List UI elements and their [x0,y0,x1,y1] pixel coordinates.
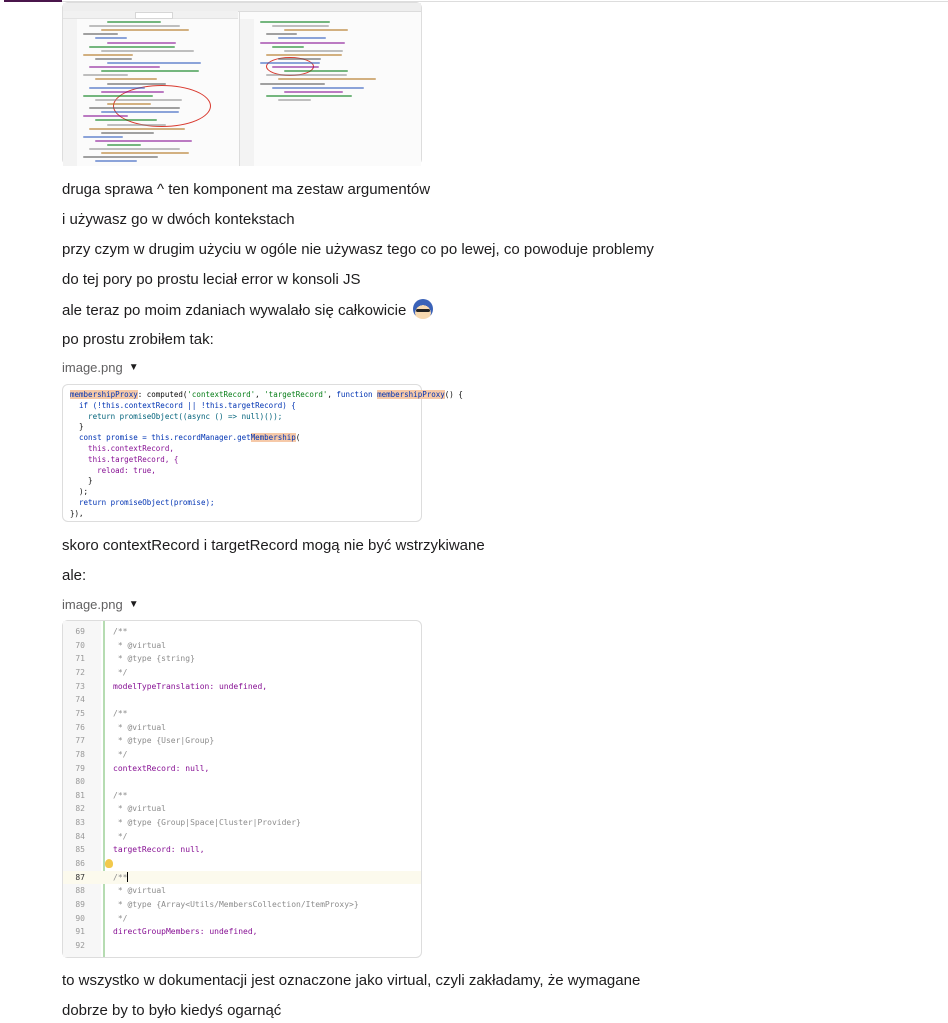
message-line: przy czym w drugim użyciu w ogóle nie używasz tego co po lewej, co powoduje problemy [62,241,654,258]
code-line-placeholder [83,74,128,76]
code-line-placeholder [266,33,297,35]
code-token: , [255,390,265,399]
ide-screenshot-image[interactable] [62,2,422,165]
line-number: 73 [75,681,85,691]
code-text: * @virtual [113,804,166,814]
line-number: 90 [75,913,85,923]
code-line [63,802,421,816]
code-line-placeholder [284,50,343,52]
code-line-placeholder [278,99,311,101]
code-token: membershipProxy [70,390,138,399]
code-token: , [327,390,337,399]
line-number: 91 [75,927,85,937]
code-line-placeholder [272,66,319,68]
code-line-placeholder [107,42,176,44]
code-line [63,748,421,762]
caret-down-icon[interactable]: ▼ [128,599,139,610]
attachment-filename[interactable]: image.png [62,360,123,375]
code-text: modelTypeTranslation: undefined, [113,681,268,691]
code-line-placeholder [278,37,326,39]
code-token: function [336,390,378,399]
line-number: 80 [75,777,85,787]
code-line-placeholder [83,115,128,117]
code-line-placeholder [101,152,189,154]
code-token: const promise = this.recordManager.get [70,433,251,443]
ide-right-gutter [240,19,254,166]
code-line-placeholder [107,83,166,85]
code-line: this.targetRecord, { [70,454,179,464]
code-line-placeholder [260,83,325,85]
code-line-placeholder [95,160,137,162]
code-text: /** [113,872,128,882]
message-line: dobrze by to było kiedyś ogarnąć [62,1002,282,1019]
code-line-placeholder [272,46,304,48]
line-number: 83 [75,818,85,828]
code-line-placeholder [89,128,185,130]
message-line: to wszystko w dokumentacji jest oznaczone jako virtual, czyli zakładamy, że wymagane [62,972,641,989]
code-line [63,707,421,721]
code-line-placeholder [107,144,141,146]
code-line-placeholder [266,95,352,97]
code-screenshot-image[interactable] [62,384,463,522]
code-line-placeholder [101,132,154,134]
line-number: 74 [75,695,85,705]
code-line [63,775,421,789]
line-number: 85 [75,845,85,855]
message-line: i używasz go w dwóch kontekstach [62,211,295,228]
code-line-placeholder [95,37,127,39]
code-line-placeholder [83,54,133,56]
code-line-placeholder [89,87,145,89]
code-text: directGroupMembers: undefined, [113,927,258,937]
code-token: membershipProxy [377,390,445,399]
line-number: 75 [75,708,85,718]
code-line: reload: true, [70,465,156,475]
code-token: Membership [250,433,296,443]
code-line-placeholder [278,78,376,80]
message-line: do tej pory po prostu leciał error w konsoli JS [62,271,361,288]
code-text: */ [113,667,128,677]
code-line-placeholder [95,78,157,80]
code-token: 'targetRecord' [264,390,328,399]
code-line [63,816,421,830]
caret-down-icon[interactable]: ▼ [128,362,139,373]
code-line-placeholder [101,70,199,72]
code-line [63,652,421,666]
line-number: 89 [75,900,85,909]
attachment-header[interactable] [62,360,139,375]
code-line-placeholder [260,62,320,64]
code-line-placeholder [89,107,180,109]
line-number: 78 [75,749,85,759]
code-line-placeholder [107,62,201,64]
code-line-placeholder [107,124,166,126]
attachment-filename[interactable]: image.png [62,597,123,612]
message-line-with-emoji [62,299,433,322]
code-text: */ [113,913,128,923]
code-text: * @type {string} [113,654,195,664]
code-line-placeholder [83,156,158,158]
code-line-placeholder [95,99,182,101]
code-line [63,693,421,707]
code-line-placeholder [266,54,342,56]
code-line-placeholder [278,58,321,60]
code-line-placeholder [101,111,179,113]
code-line [63,639,421,653]
message-line: druga sprawa ^ ten komponent ma zestaw argumentów [62,181,431,198]
code-text: */ [113,831,128,841]
line-number: 81 [75,790,85,800]
code-line-placeholder [89,46,175,48]
code-line [63,830,421,844]
code-line-placeholder [101,91,164,93]
code-line-placeholder [284,70,348,72]
code-line-placeholder [89,25,180,27]
code-line-placeholder [284,91,343,93]
code-line-placeholder [260,42,345,44]
code-text: /** [113,708,128,718]
line-number: 92 [75,940,85,950]
code-text: * @type {Group|Space|Cluster|Provider} [113,818,301,828]
code-text: * @virtual [113,640,166,650]
code-line: } [70,476,93,486]
code-line: ); [70,487,89,497]
code-line [63,680,421,694]
code-line-placeholder [89,148,180,150]
code-line [63,939,421,953]
code-line-placeholder [89,66,160,68]
code-line: return promiseObject(promise); [70,497,215,507]
code-text: contextRecord: null, [113,763,210,773]
code-line-placeholder [260,21,330,23]
code-text: * @type {User|Group} [113,736,215,746]
code-line [63,912,421,926]
line-number: 71 [75,654,85,664]
code-token: () { [444,390,463,399]
police-officer-emoji-icon [413,299,433,319]
code-token: 'contextRecord' [187,390,256,399]
code-line-placeholder [107,103,151,105]
code-line [63,789,421,803]
code-text: targetRecord: null, [113,845,205,855]
line-number: 76 [75,722,85,732]
code-text: */ [113,749,128,759]
code-line-placeholder [95,140,192,142]
code-line [63,857,421,871]
code-line [63,666,421,680]
code-line-placeholder [101,29,189,31]
code-line [63,734,421,748]
line-number: 88 [75,886,85,896]
ide-left-gutter [63,19,77,166]
code-line [63,721,421,735]
code-text: * @type {Array<Utils/MembersCollection/ItemProxy>} [113,900,359,909]
message-line: ale: [62,567,87,584]
code-snippet-membership-proxy [63,385,463,525]
code-line [63,884,421,898]
message-line: po prostu zrobiłem tak: [62,331,214,348]
code-line-placeholder [83,136,123,138]
message-line: skoro contextRecord i targetRecord mogą nie być wstrzykiwane [62,537,485,554]
code-line-placeholder [83,95,153,97]
code-snippet-virtual-properties [63,621,421,957]
code-line: return promiseObject((async () => null)()); [70,411,283,421]
text-cursor [127,872,128,882]
code-text: /** [113,627,128,636]
code-line [63,625,421,639]
attachment-header[interactable] [62,597,139,612]
ide-screenshot-content [63,3,421,166]
code-line [63,898,421,912]
line-number: 79 [75,763,85,773]
line-number: 84 [75,831,85,841]
code-line-placeholder [272,87,364,89]
line-number: 69 [75,627,85,636]
message-text: ale teraz po moim zdaniach wywalało się całkowicie [62,302,407,319]
code-line-placeholder [272,25,329,27]
line-number: 77 [75,736,85,746]
code-text: * @virtual [113,722,166,732]
code-line [63,871,421,885]
code-line [63,843,421,857]
code-text: * @virtual [113,886,166,896]
code-line: this.contextRecord, [70,443,174,453]
code-line-placeholder [101,50,194,52]
code-line-placeholder [107,21,161,23]
line-number: 86 [75,859,85,869]
code-line-placeholder [284,29,348,31]
code-line: if (!this.contextRecord || !this.targetRecord) { [70,400,296,410]
code-line-placeholder [83,33,118,35]
ide-tab [135,12,173,19]
code-text: /** [113,790,128,800]
lightbulb-icon[interactable] [105,859,113,868]
code-line-placeholder [266,74,347,76]
line-number: 87 [75,872,85,882]
line-number: 82 [75,804,85,814]
code-screenshot-image[interactable] [62,620,422,958]
code-line [63,925,421,939]
code-line: }), [70,508,84,518]
top-accent-bar [4,0,62,2]
code-token: ( [295,433,301,443]
code-line: } [70,422,84,432]
code-line [63,762,421,776]
line-number: 70 [75,640,85,650]
code-line-placeholder [95,58,132,60]
line-number: 72 [75,667,85,677]
code-token: : computed( [137,390,188,399]
